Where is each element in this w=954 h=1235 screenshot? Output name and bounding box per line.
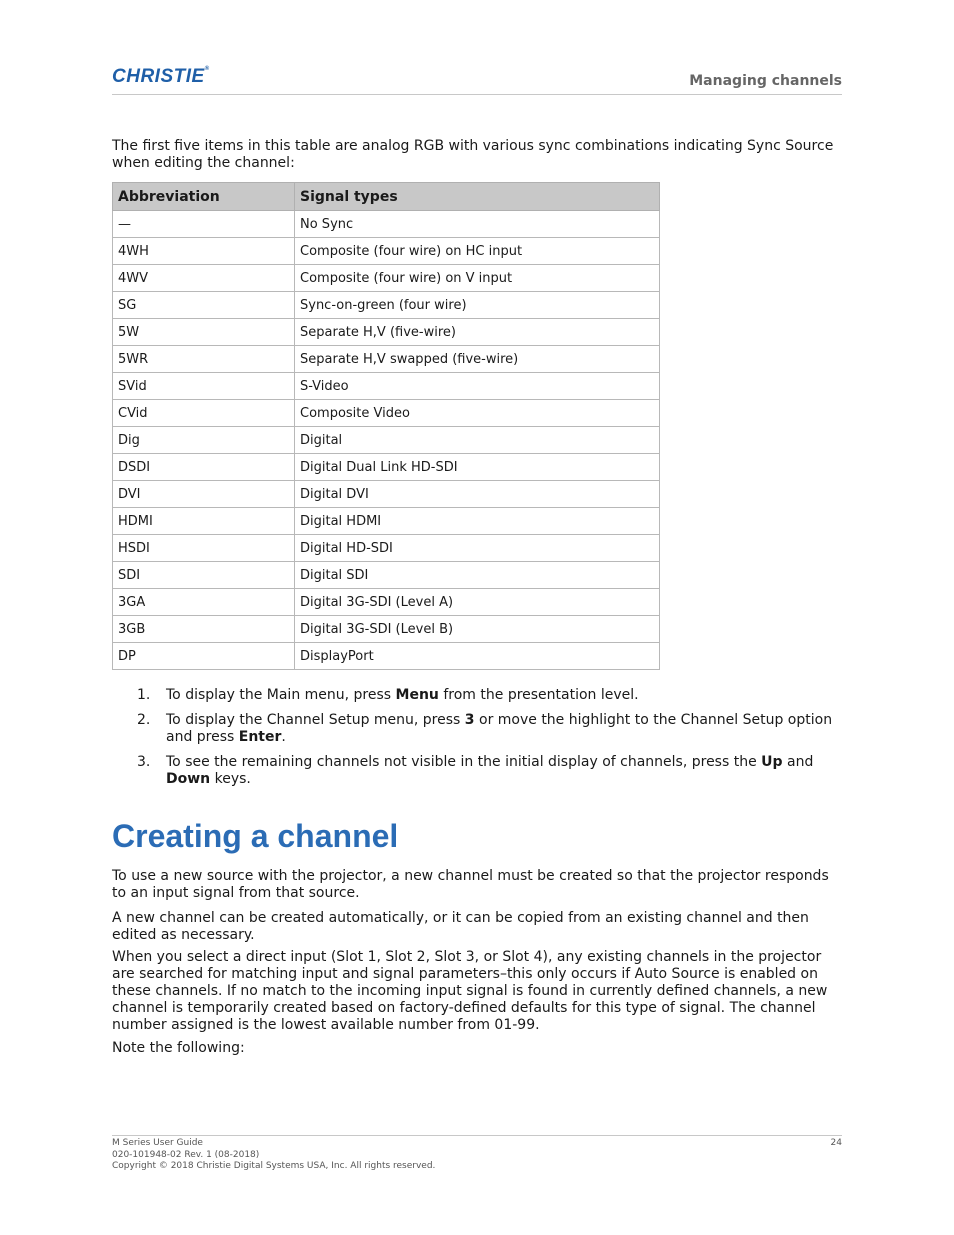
table-row [113,319,660,346]
section-paragraph-2: A new channel can be created automatically, or it can be copied from an existing channel and then edited as necessary. [112,910,809,943]
page-number: 24 [830,1138,842,1148]
footer-doc-number: 020-101948-02 Rev. 1 (08-2018) [112,1149,260,1160]
table-row [113,535,660,562]
section-paragraph-3: When you select a direct input (Slot 1, Slot 2, Slot 3, or Slot 4), any existing channels in the projector are searched for matching input and signal parameters–this only occurs if Auto Source is enabled on these channels. If no match to the incoming input signal is found in currently defined channels, a new channel is temporarily created based on factory-defined defaults for this type of signal. The channel number assigned is the lowest available number from 01-99. [112,949,828,1033]
step-keyword: Up [761,754,783,770]
signal-type-cell: Digital HDMI [295,508,660,535]
footer-divider [112,1135,842,1136]
abbreviation-cell: — [113,211,295,238]
step-text: To display the Channel Setup menu, press [166,712,465,728]
logo-registered-mark: ® [204,66,210,72]
table-row [113,346,660,373]
step-keyword: Down [166,771,211,787]
abbreviation-cell: 4WH [113,238,295,265]
column-header-abbreviation: Abbreviation [113,183,295,211]
signal-type-cell: Sync-on-green (four wire) [295,292,660,319]
abbreviation-cell: SVid [113,373,295,400]
signal-type-cell: Separate H,V swapped (five-wire) [295,346,660,373]
section-paragraph-1: To use a new source with the projector, a new channel must be created so that the projector responds to an input signal from that source. [112,868,829,901]
signal-type-cell: Digital [295,427,660,454]
table-row [113,400,660,427]
abbreviation-cell: 5W [113,319,295,346]
table-row [113,589,660,616]
abbreviation-cell: DP [113,643,295,670]
section-paragraph-4: Note the following: [112,1040,245,1056]
step-number: 3. [137,754,151,770]
signal-type-cell: Composite Video [295,400,660,427]
abbreviation-cell: HSDI [113,535,295,562]
table-row [113,211,660,238]
step-number: 2. [137,712,151,728]
table-row [113,616,660,643]
signal-type-cell: DisplayPort [295,643,660,670]
table-row [113,481,660,508]
signal-type-cell: Digital 3G-SDI (Level A) [295,589,660,616]
signal-type-cell: Digital Dual Link HD-SDI [295,454,660,481]
abbreviation-cell: Dig [113,427,295,454]
procedure-steps [112,687,842,796]
signal-type-cell: No Sync [295,211,660,238]
table-row [113,562,660,589]
step-item [112,687,842,704]
step-item [112,712,842,746]
signal-type-cell: Separate H,V (five-wire) [295,319,660,346]
signal-type-cell: Digital SDI [295,562,660,589]
abbreviation-cell: DVI [113,481,295,508]
step-keyword: Enter [238,729,282,745]
step-text: or move the highlight to the Channel Setup option and press [166,712,833,745]
table-row [113,238,660,265]
abbreviation-cell: 3GB [113,616,295,643]
signal-types-table [112,182,660,670]
table-row [113,643,660,670]
footer-copyright: Copyright © 2018 Christie Digital Systems USA, Inc. All rights reserved. [112,1161,436,1171]
step-text: keys. [210,771,251,787]
table-row [113,427,660,454]
step-text: from the presentation level. [438,687,639,703]
abbreviation-cell: 4WV [113,265,295,292]
step-item [112,754,842,788]
step-keyword: Menu [395,687,439,703]
abbreviation-cell: HDMI [113,508,295,535]
signal-type-cell: Digital HD-SDI [295,535,660,562]
table-row [113,292,660,319]
step-text: . [281,729,286,745]
step-text: To display the Main menu, press [166,687,396,703]
abbreviation-cell: DSDI [113,454,295,481]
abbreviation-cell: CVid [113,400,295,427]
signal-type-cell: S-Video [295,373,660,400]
logo-text: CHRISTIE [112,66,205,87]
table-row [113,454,660,481]
abbreviation-cell: 5WR [113,346,295,373]
intro-paragraph: The first five items in this table are analog RGB with various sync combinations indicating Sync Source when editing the channel: [112,138,834,171]
christie-logo [112,66,210,88]
abbreviation-cell: SG [113,292,295,319]
abbreviation-cell: 3GA [113,589,295,616]
signal-type-cell: Digital DVI [295,481,660,508]
step-text: and [782,754,814,770]
footer [112,1138,435,1173]
signal-type-cell: Digital 3G-SDI (Level B) [295,616,660,643]
header-divider [112,94,842,95]
step-text: To see the remaining channels not visible in the initial display of channels, press the [166,754,762,770]
column-header-signal-types: Signal types [295,183,660,211]
abbreviation-cell: SDI [113,562,295,589]
table-row [113,265,660,292]
table-row [113,373,660,400]
signal-type-cell: Composite (four wire) on HC input [295,238,660,265]
footer-doc-title: M Series User Guide [112,1138,203,1148]
signal-type-cell: Composite (four wire) on V input [295,265,660,292]
table-body [113,211,660,670]
section-heading: Creating a channel [112,818,399,854]
step-keyword: 3 [464,712,475,728]
table-row [113,508,660,535]
step-number: 1. [137,687,151,703]
table-header-row [113,183,660,211]
running-header-title: Managing channels [689,73,842,89]
